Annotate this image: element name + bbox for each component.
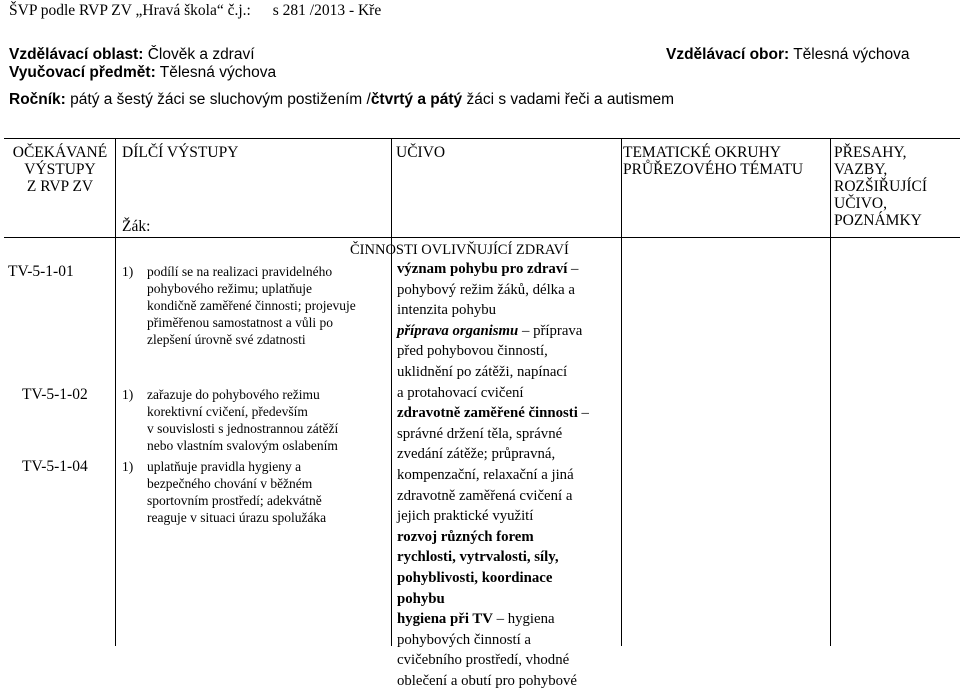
header-expected-line-1: OČEKÁVANÉ [12,144,108,161]
table-top-border [4,138,960,139]
output-number: 1) [122,387,134,402]
output-code: TV-5-1-01 [8,263,74,280]
header-topics-line-2: PRŮŘEZOVÉHO TÉMATU [623,161,804,178]
curriculum-line: rychlosti, vytrvalosti, síly, [397,549,559,566]
output-code: TV-5-1-02 [22,386,88,403]
header-expected-outputs [7,144,113,195]
grade-value-1: pátý a šestý žáci se sluchovým postižením / [70,91,371,108]
header-pupil: Žák: [122,218,151,235]
curriculum-line: pohyblivosti, koordinace [397,569,553,586]
partial-output-line: zařazuje do pohybového režimu [147,387,320,402]
teaching-subject [9,64,276,82]
grade-label: Ročník: [9,91,66,108]
educational-field-value: Tělesná výchova [793,46,910,63]
partial-output-line: reaguje v situaci úrazu spolužáka [147,510,327,525]
header-partial-outputs: DÍLČÍ VÝSTUPY [122,144,239,161]
partial-output-line: přiměřenou samostatnost a vůli po [147,315,333,330]
reference-number: s 281 /2013 - Kře [272,2,382,19]
output-number: 1) [122,264,134,279]
grade-value-2: žáci s vadami řeči a autismem [466,91,675,108]
educational-area-value: Člověk a zdraví [147,46,255,63]
curriculum-line: správné držení těla, správné [397,425,563,442]
partial-output-text [147,386,338,454]
partial-output-line: zlepšení úrovně své zdatnosti [147,332,306,347]
partial-output-line: uplatňuje pravidla hygieny a [147,459,302,474]
educational-area-label: Vzdělávací oblast: [9,46,144,63]
column-divider-2 [391,138,392,646]
curriculum-line: pohybových činností a [397,631,531,648]
curriculum-line: pohybový režim žáků, délka a [397,281,575,298]
educational-area [9,46,255,64]
column-divider-3 [621,138,622,646]
partial-output-line: kondičně zaměřené činnosti; projevuje [147,298,356,313]
curriculum-line: zdravotně zaměřené činnosti – [397,405,589,422]
column-divider-4 [830,138,831,646]
curriculum-line: význam pohybu pro zdraví – [397,261,579,277]
curriculum-line: hygiena při TV – hygiena [397,611,555,628]
partial-output-line: sportovním prostředí; adekvátně [147,493,322,508]
header-curriculum: UČIVO [396,144,446,161]
curriculum-line: pohybu [397,590,445,607]
header-topics [623,144,803,178]
curriculum-line: intenzita pohybu [397,302,497,319]
curriculum-line: příprava organismu – příprava [397,322,583,339]
curriculum-line: jejich praktické využití [397,508,534,525]
title-line: ŠVP podle RVP ZV „Hravá škola“ č.j.: [9,2,251,19]
curriculum-section-title: ČINNOSTI OVLIVŇUJÍCÍ ZDRAVÍ [350,242,569,258]
teaching-subject-label: Vyučovací předmět: [9,64,156,81]
header-expected-line-3: Z RVP ZV [26,178,94,195]
curriculum-line: zvedání zátěže; průpravná, [397,446,556,463]
partial-output-line: pohybového režimu; uplatňuje [147,281,312,296]
curriculum-line: před pohybovou činností, [397,343,548,360]
teaching-subject-value: Tělesná výchova [159,64,277,81]
curriculum-line: oblečení a obutí pro pohybové [397,672,577,689]
output-code: TV-5-1-04 [22,458,88,475]
partial-output-text [147,263,356,348]
educational-field [666,46,910,64]
partial-output-line: bezpečného chování v běžném [147,476,313,491]
partial-output-line: v souvislosti s jednostrannou zátěží [147,421,339,436]
grade [9,91,674,109]
header-overlaps-line-5: POZNÁMKY [834,212,922,229]
output-number: 1) [122,459,134,474]
header-overlaps-line-4: UČIVO, [834,195,887,212]
curriculum-line: a protahovací cvičení [397,384,524,401]
header-expected-line-2: VÝSTUPY [24,161,96,178]
partial-output-line: podílí se na realizaci pravidelného [147,264,333,279]
column-divider-1 [115,138,116,646]
curriculum-text [397,259,589,691]
header-overlaps-line-2: VAZBY, [834,161,888,178]
document-title [9,2,381,20]
header-overlaps-line-3: ROZŠIŘUJÍCÍ [834,178,928,195]
curriculum-line: cvičebního prostředí, vhodné [397,652,570,669]
partial-output-line: korektivní cvičení, především [147,404,308,419]
educational-field-label: Vzdělávací obor: [666,46,790,63]
curriculum-line: zdravotně zaměřená cvičení a [397,487,573,504]
header-topics-line-1: TEMATICKÉ OKRUHY [623,144,782,161]
grade-value-bold: čtvrtý a pátý [370,91,463,108]
curriculum-line: rozvoj různých forem [397,528,534,545]
partial-output-line: nebo vlastním svalovým oslabením [147,438,338,453]
header-overlaps-line-1: PŘESAHY, [834,144,907,161]
curriculum-line: kompenzační, relaxační a jiná [397,466,574,483]
table-header-divider [4,237,960,238]
header-overlaps [834,144,927,229]
curriculum-line: uklidnění po zátěži, napínací [397,363,568,380]
partial-output-text [147,458,326,526]
